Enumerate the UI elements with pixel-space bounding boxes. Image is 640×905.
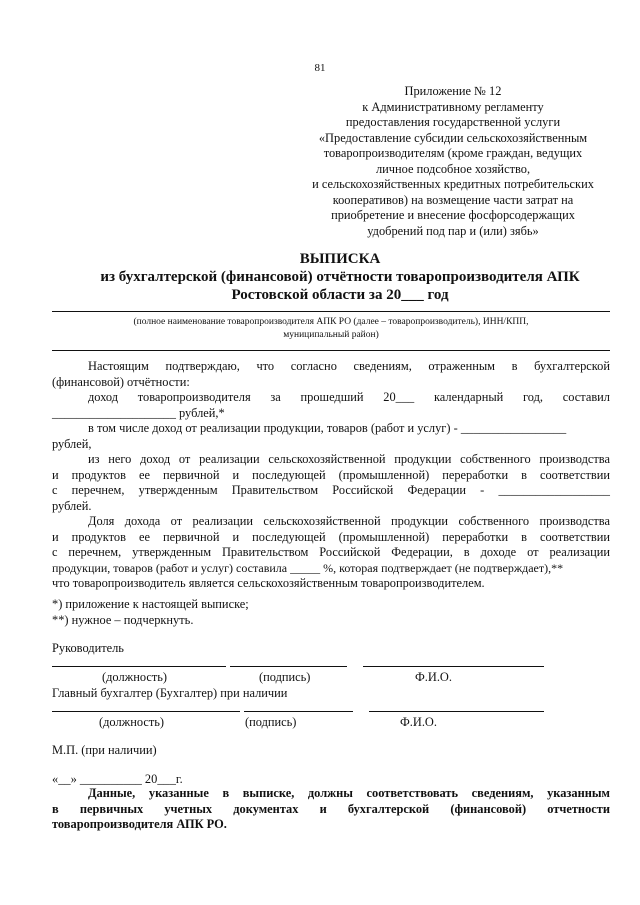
caption-line: (полное наименование товаропроизводителя АПК РО (далее – товаропроизводитель), ИНН/КПП, — [133, 317, 529, 327]
body-line: и продуктов ее первичной и последующей (промышленной) переработки в соответствии — [52, 529, 610, 544]
signature-caption: (подпись) — [259, 670, 311, 684]
annex-line: «Предоставление субсидии сельскохозяйственным — [318, 130, 588, 145]
title-line: Ростовской области за 20___ год — [231, 287, 449, 303]
body-line: что товаропроизводитель является сельскохозяйственным товаропроизводителем. — [52, 576, 485, 590]
position-line — [52, 666, 226, 667]
footnotes — [52, 597, 610, 628]
footer-line: Данные, указанные в выписке, должны соответствовать сведениям, указанным — [88, 786, 610, 800]
body-line: продукции, товаров (работ и услуг) составила _____ %, которая подтверждает (не подтверждает),** — [52, 560, 564, 575]
annex-line: к Административному регламенту — [362, 99, 544, 114]
body-line: доход товаропроизводителя за прошедший 20___ календарный год, составил — [88, 390, 610, 404]
caption-line: муниципальный район) — [283, 330, 379, 340]
body-line: рублей. — [52, 498, 92, 513]
page-number: 81 — [314, 62, 326, 74]
annex-line: товаропроизводителям (кроме граждан, ведущих — [323, 146, 583, 160]
footer-note — [52, 786, 610, 833]
annex-line: приобретение и внесение фосфорсодержащих — [331, 208, 575, 222]
annex-line: и сельскохозяйственных кредитных потребительских — [312, 177, 594, 191]
body-line: Настоящим подтверждаю, что согласно сведениям, отраженным в бухгалтерской — [88, 359, 610, 373]
footnote: *) приложение к настоящей выписке; — [52, 597, 249, 611]
body-line: в том числе доход от реализации продукции, товаров (работ и услуг) - _________________ — [88, 421, 567, 435]
footer-line: в первичных учетных документах и бухгалтерской (финансовой) отчетности — [52, 801, 610, 816]
date-field: «__» __________ 20___г. — [52, 772, 183, 786]
annex-line: Приложение № 12 — [404, 84, 502, 98]
body-line: с перечнем, утвержденным Правительством Российской Федерации - __________________ — [52, 483, 610, 497]
head-label: Руководитель — [52, 641, 124, 655]
chief-accountant-label: Главный бухгалтер (Бухгалтер) при наличии — [52, 686, 288, 700]
divider-line — [52, 350, 610, 351]
body-line: (финансовой) отчётности: — [52, 374, 190, 389]
title-line: из бухгалтерской (финансовой) отчётности товаропроизводителя АПК — [100, 269, 580, 285]
body-line: ____________________ рублей,* — [52, 405, 225, 420]
document-title — [40, 250, 640, 304]
fio-line — [363, 666, 544, 667]
position-caption: (должность) — [102, 670, 168, 684]
signature-line — [244, 711, 353, 712]
body-line: и продуктов ее первичной и последующей (промышленной) переработки в соответствии — [52, 467, 610, 482]
footer-line: товаропроизводителя АПК РО. — [52, 817, 227, 831]
fio-caption: Ф.И.О. — [400, 715, 437, 729]
fio-line — [369, 711, 544, 712]
body-line: Доля дохода от реализации сельскохозяйственной продукции собственного производства — [88, 514, 610, 528]
statement-body — [52, 359, 610, 592]
body-line: из него доход от реализации сельскохозяйственной продукции собственного производства — [88, 452, 610, 466]
annex-line: личное подсобное хозяйство, — [375, 161, 531, 176]
annex-header — [290, 84, 616, 239]
producer-name-line — [52, 311, 610, 312]
annex-line: кооперативов) на возмещение части затрат на — [332, 192, 574, 207]
body-line: с перечнем, утвержденным Правительством Российской Федерации, в доходе от реализации — [52, 545, 610, 559]
producer-name-caption — [52, 316, 610, 342]
footnote: **) нужное – подчеркнуть. — [52, 612, 194, 627]
annex-line: удобрений под пар и (или) зябь» — [367, 223, 539, 238]
fio-caption: Ф.И.О. — [415, 670, 452, 684]
signature-caption: (подпись) — [245, 715, 297, 729]
annex-line: предоставления государственной услуги — [345, 115, 561, 129]
title-line: ВЫПИСКА — [299, 251, 381, 267]
position-caption: (должность) — [99, 715, 165, 729]
signature-line — [230, 666, 347, 667]
body-line: рублей, — [52, 436, 92, 451]
seal-label: М.П. (при наличии) — [52, 743, 157, 757]
position-line — [52, 711, 240, 712]
